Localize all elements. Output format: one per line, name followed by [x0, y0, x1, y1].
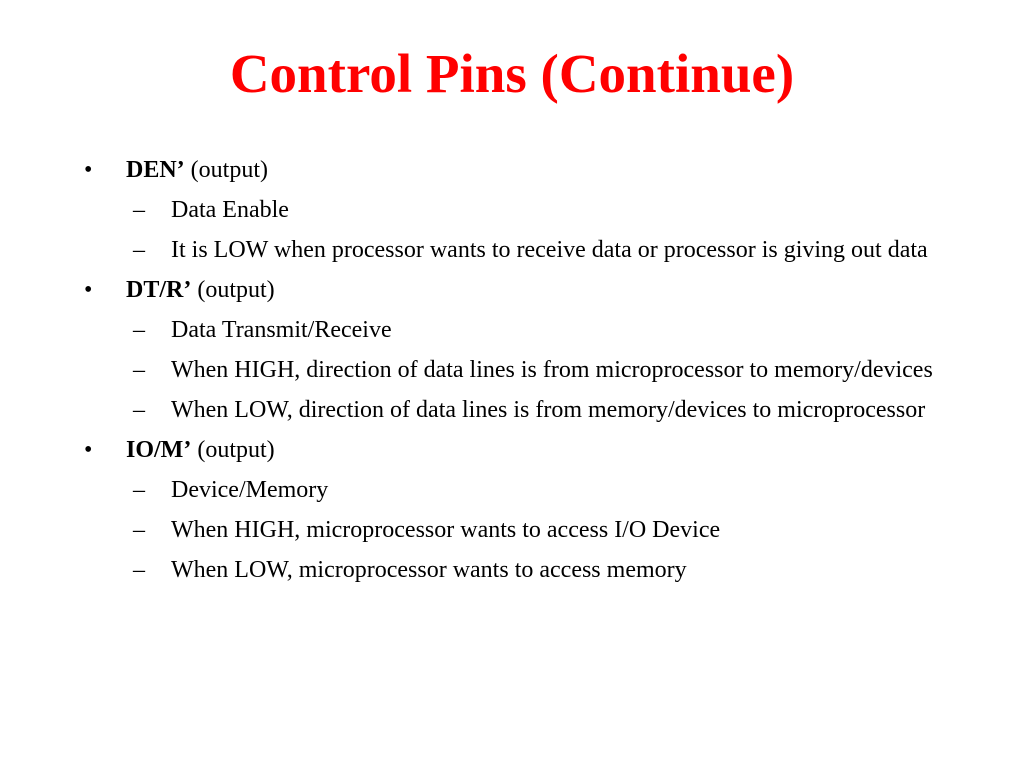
pin-type: (output): [197, 277, 275, 303]
sub-item: [126, 233, 945, 267]
sub-item: [126, 193, 945, 227]
sub-list: [126, 313, 945, 427]
pin-item-iom: [82, 433, 945, 587]
sub-item-text: When LOW, microprocessor wants to access memory: [171, 557, 687, 583]
pin-name: DEN’: [126, 157, 185, 183]
pin-type: (output): [197, 437, 275, 463]
sub-item: [126, 353, 945, 387]
sub-item-text: Data Transmit/Receive: [171, 317, 392, 343]
sub-list: [126, 193, 945, 267]
pin-item-dtr: [82, 273, 945, 427]
sub-item-text: When HIGH, microprocessor wants to access I/O Device: [171, 517, 721, 543]
bullet-icon: •: [84, 437, 93, 463]
dash-icon: –: [133, 357, 145, 383]
sub-list: [126, 473, 945, 587]
dash-icon: –: [133, 397, 145, 423]
sub-item: [126, 473, 945, 507]
slide-body: [82, 153, 945, 587]
sub-item-text: When LOW, direction of data lines is from memory/devices to microprocessor: [171, 397, 926, 423]
pin-type: (output): [190, 157, 268, 183]
sub-item-text: Data Enable: [171, 197, 289, 223]
slide-title: Control Pins (Continue): [229, 43, 795, 104]
pin-name: IO/M’: [126, 437, 192, 463]
sub-item: [126, 313, 945, 347]
pin-name: DT/R’: [126, 277, 192, 303]
sub-item-text: It is LOW when processor wants to receive data or processor is giving out data: [171, 237, 928, 263]
dash-icon: –: [133, 197, 145, 223]
bullet-list: [82, 153, 945, 587]
pin-item-den: [82, 153, 945, 267]
dash-icon: –: [133, 517, 145, 543]
dash-icon: –: [133, 317, 145, 343]
dash-icon: –: [133, 477, 145, 503]
sub-item: [126, 553, 945, 587]
sub-item-text: When HIGH, direction of data lines is from microprocessor to memory/devices: [171, 357, 933, 383]
bullet-icon: •: [84, 277, 93, 303]
sub-item: [126, 513, 945, 547]
bullet-icon: •: [84, 157, 93, 183]
dash-icon: –: [133, 557, 145, 583]
sub-item: [126, 393, 945, 427]
sub-item-text: Device/Memory: [171, 477, 329, 503]
dash-icon: –: [133, 237, 145, 263]
